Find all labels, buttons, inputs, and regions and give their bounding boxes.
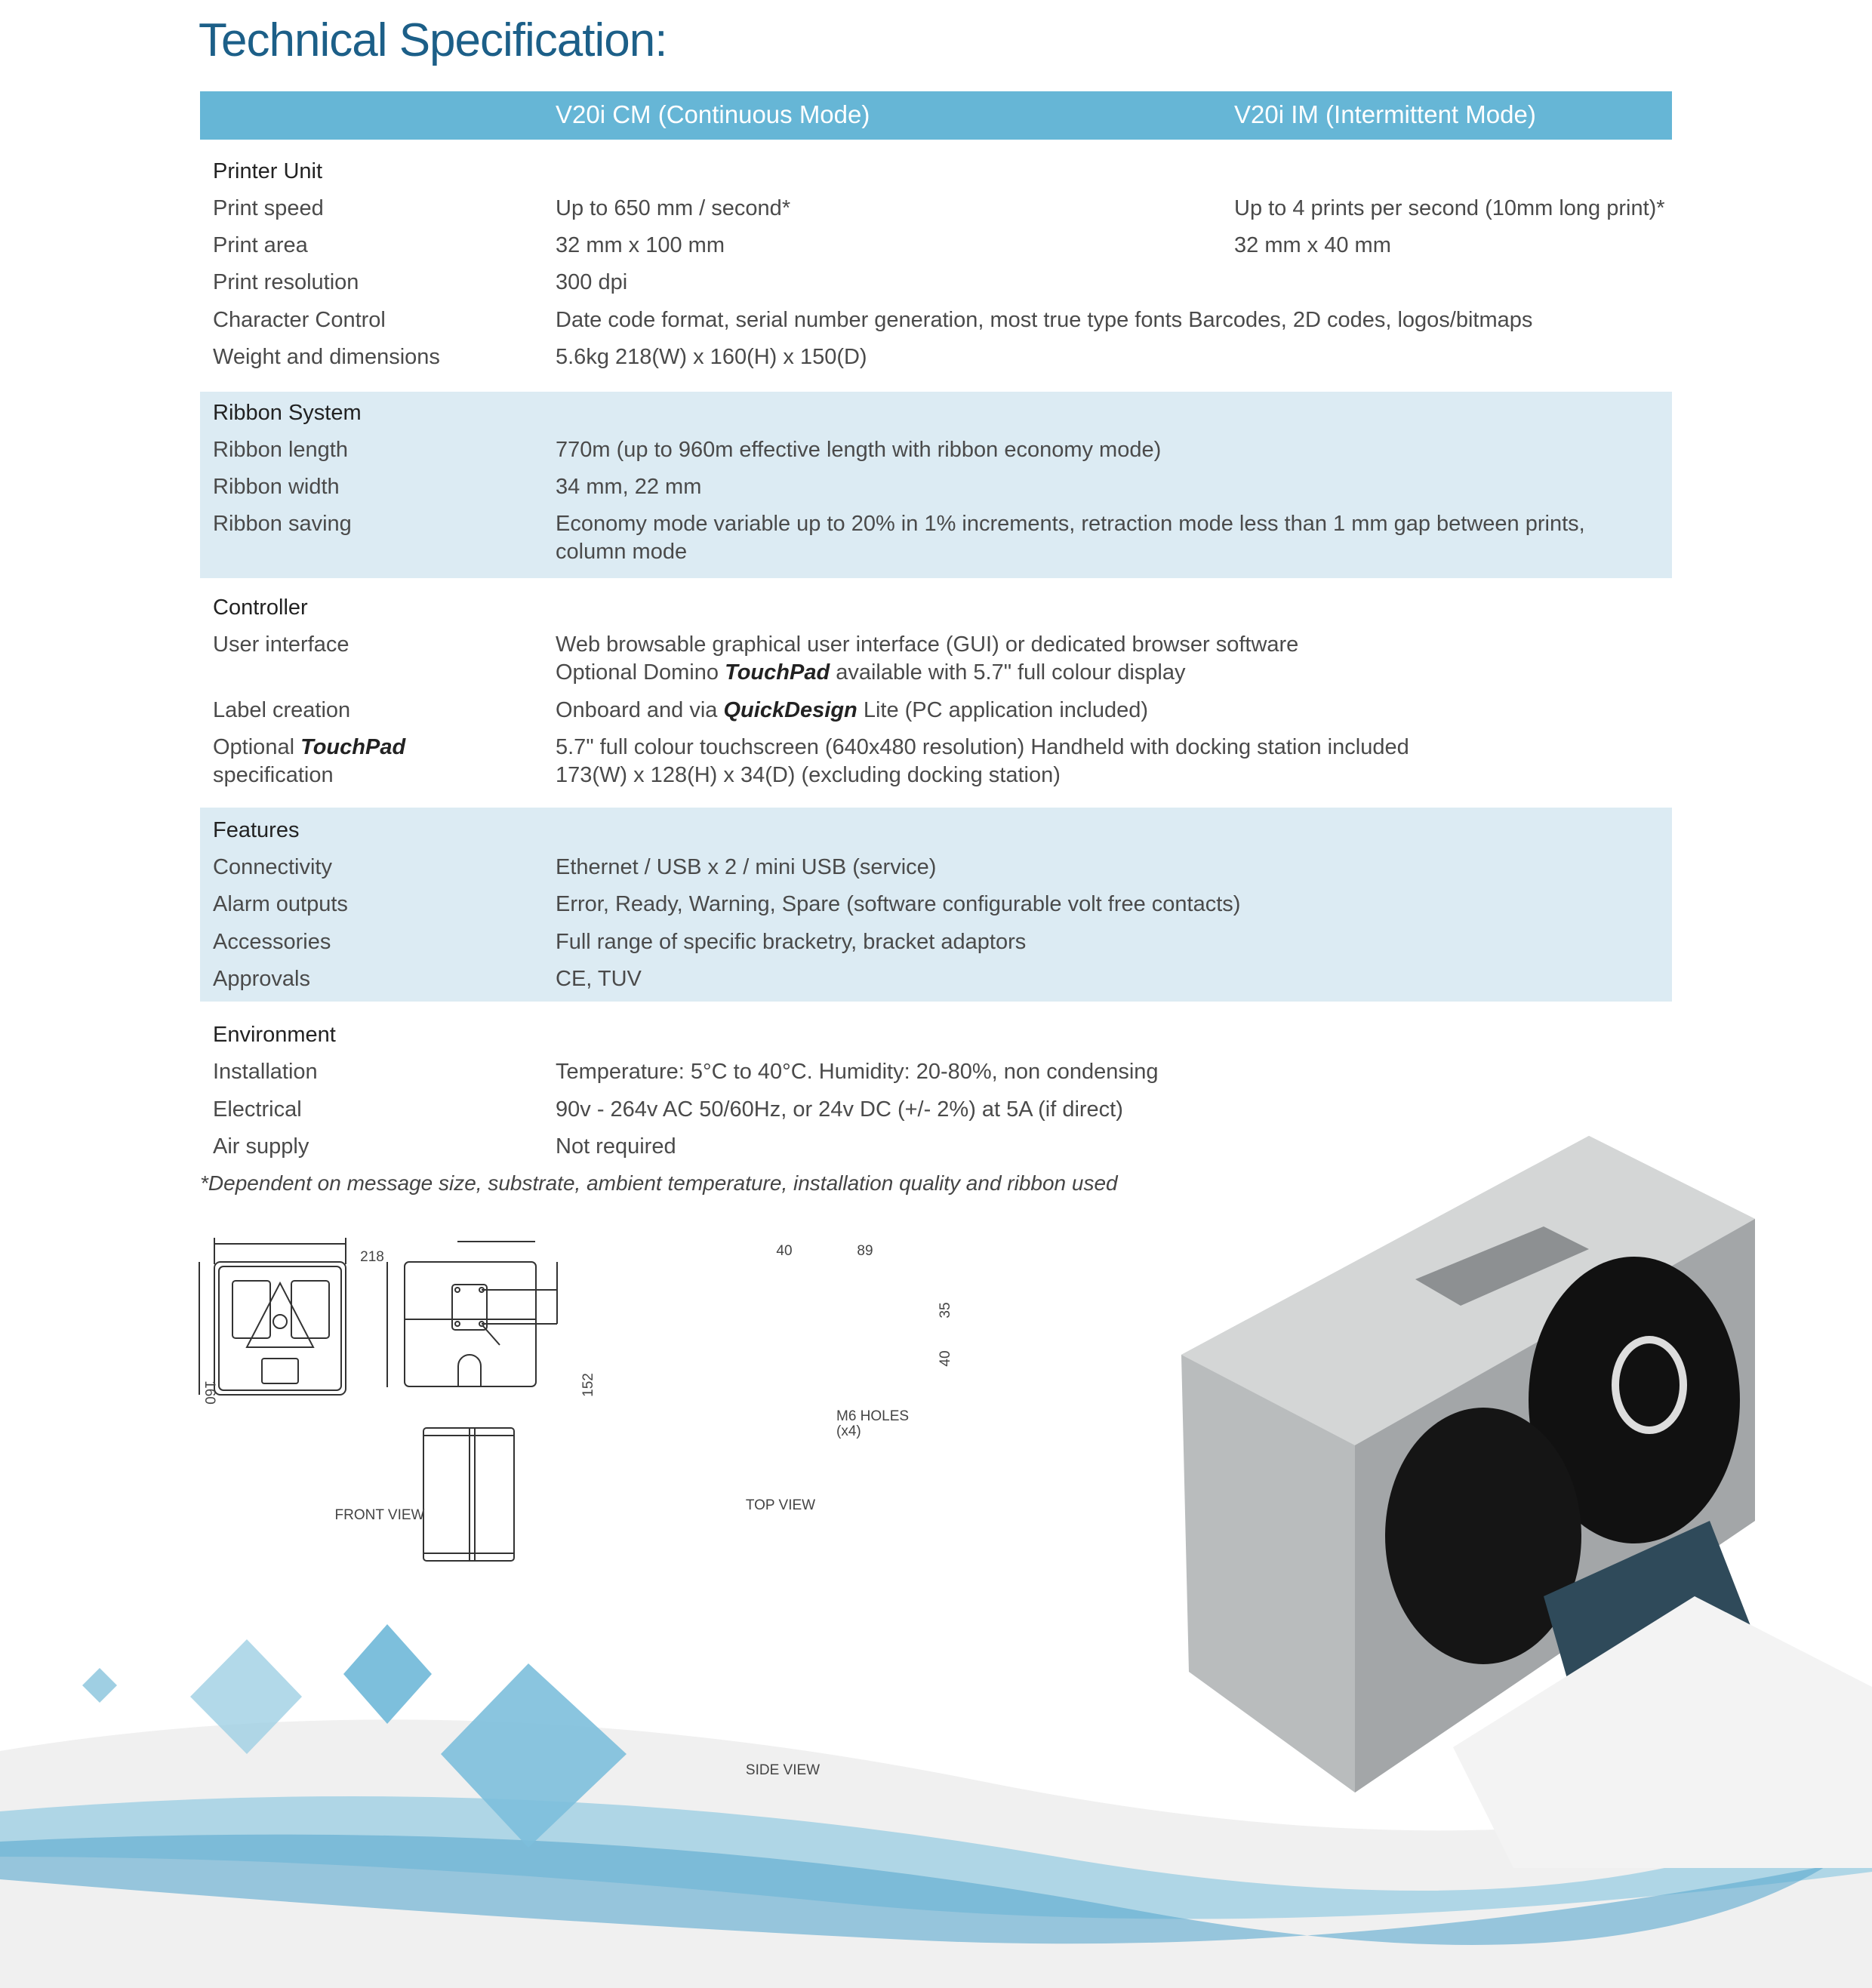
row-value-cont: column mode [556, 540, 688, 564]
footnote: *Dependent on message size, substrate, ambient temperature, installation quality and ribbon used [200, 1171, 1118, 1195]
row-value: 770m (up to 960m effective length with ribbon economy mode) [556, 438, 1162, 462]
front-height-dim: 160 [202, 1380, 217, 1405]
top-view-caption: TOP VIEW [745, 1497, 816, 1513]
front-view-caption: FRONT VIEW [334, 1507, 425, 1523]
row-value: CE, TUV [556, 967, 642, 991]
row-value-im: 32 mm x 40 mm [1234, 233, 1391, 257]
section-title: Features [213, 818, 300, 842]
row-value: 90v - 264v AC 50/60Hz, or 24v DC (+/- 2%) at 5A (if direct) [556, 1097, 1123, 1122]
spec-table-header [200, 91, 1672, 140]
text: Optional Domino [556, 660, 725, 685]
row-value: Economy mode variable up to 20% in 1% increments, retraction mode less than 1 mm gap between prints, [556, 512, 1585, 536]
row-value: 300 dpi [556, 270, 628, 294]
diamond-icon [82, 1668, 117, 1703]
row-label: Weight and dimensions [213, 345, 440, 369]
top-dim-d: 40 [938, 1350, 953, 1367]
top-dim-c: 35 [938, 1302, 953, 1319]
row-value-im: Up to 4 prints per second (10mm long print)* [1234, 196, 1665, 220]
page-title: Technical Specification: [199, 14, 667, 66]
row-label-cont: specification [213, 763, 334, 787]
row-label: Character Control [213, 308, 386, 332]
row-label: Print area [213, 233, 308, 257]
text: Onboard and via [556, 698, 724, 722]
section-title: Environment [213, 1023, 336, 1047]
row-label: User interface [213, 632, 349, 657]
printer-product-image [1166, 1128, 1872, 1868]
row-value: 5.6kg 218(W) x 160(H) x 150(D) [556, 345, 867, 369]
holes-count: (x4) [836, 1423, 861, 1439]
header-im: V20i IM (Intermittent Mode) [1234, 100, 1536, 128]
text: Lite (PC application included) [857, 698, 1149, 722]
top-dim-b: 89 [857, 1243, 873, 1259]
row-value: 32 mm x 100 mm [556, 233, 725, 257]
row-value: 34 mm, 22 mm [556, 475, 702, 499]
text: available with 5.7" full colour display [830, 660, 1186, 685]
section-title: Ribbon System [213, 401, 362, 425]
row-label: Electrical [213, 1097, 302, 1122]
row-value-cont [556, 659, 1186, 686]
row-label [213, 734, 405, 761]
row-value: Error, Ready, Warning, Spare (software configurable volt free contacts) [556, 892, 1241, 916]
row-label: Print speed [213, 196, 324, 220]
touchpad-brand: TouchPad [300, 735, 406, 759]
row-label: Label creation [213, 698, 351, 722]
row-label: Connectivity [213, 855, 332, 879]
row-label: Installation [213, 1060, 318, 1084]
row-value: Up to 650 mm / second* [556, 196, 791, 220]
row-value: Web browsable graphical user interface (GUI) or dedicated browser software [556, 632, 1299, 657]
row-value: 5.7" full colour touchscreen (640x480 resolution) Handheld with docking station included [556, 735, 1409, 759]
row-label: Ribbon width [213, 475, 340, 499]
row-label: Print resolution [213, 270, 359, 294]
row-label: Alarm outputs [213, 892, 348, 916]
quickdesign-brand: QuickDesign [723, 698, 857, 722]
row-label: Ribbon length [213, 438, 348, 462]
ribbon-band [200, 392, 1672, 578]
top-dim-a: 40 [776, 1243, 793, 1259]
row-value: Full range of specific bracketry, bracket adaptors [556, 930, 1027, 954]
row-value: Temperature: 5°C to 40°C. Humidity: 20-80%, non condensing [556, 1060, 1159, 1084]
side-view-caption: SIDE VIEW [745, 1762, 821, 1778]
drawing-labels [189, 1208, 1019, 1811]
row-value-cont: 173(W) x 128(H) x 34(D) (excluding docking station) [556, 763, 1061, 787]
touchpad-brand: TouchPad [725, 660, 830, 685]
row-label: Approvals [213, 967, 310, 991]
row-value: Not required [556, 1134, 676, 1159]
row-label: Accessories [213, 930, 331, 954]
front-width-dim: 218 [360, 1249, 384, 1265]
holes-label: M6 HOLES [836, 1408, 910, 1424]
row-label: Ribbon saving [213, 512, 352, 536]
section-title: Controller [213, 595, 308, 620]
header-cm: V20i CM (Continuous Mode) [556, 100, 870, 128]
top-depth-dim: 152 [580, 1373, 596, 1397]
section-title: Printer Unit [213, 159, 323, 183]
row-value: Ethernet / USB x 2 / mini USB (service) [556, 855, 937, 879]
row-label: Air supply [213, 1134, 309, 1159]
ribbon-reel-2 [1385, 1408, 1581, 1664]
text: Optional [213, 735, 301, 759]
row-value [556, 697, 1148, 724]
row-value: Date code format, serial number generation, most true type fonts Barcodes, 2D codes, logos/bitmaps [556, 308, 1533, 332]
